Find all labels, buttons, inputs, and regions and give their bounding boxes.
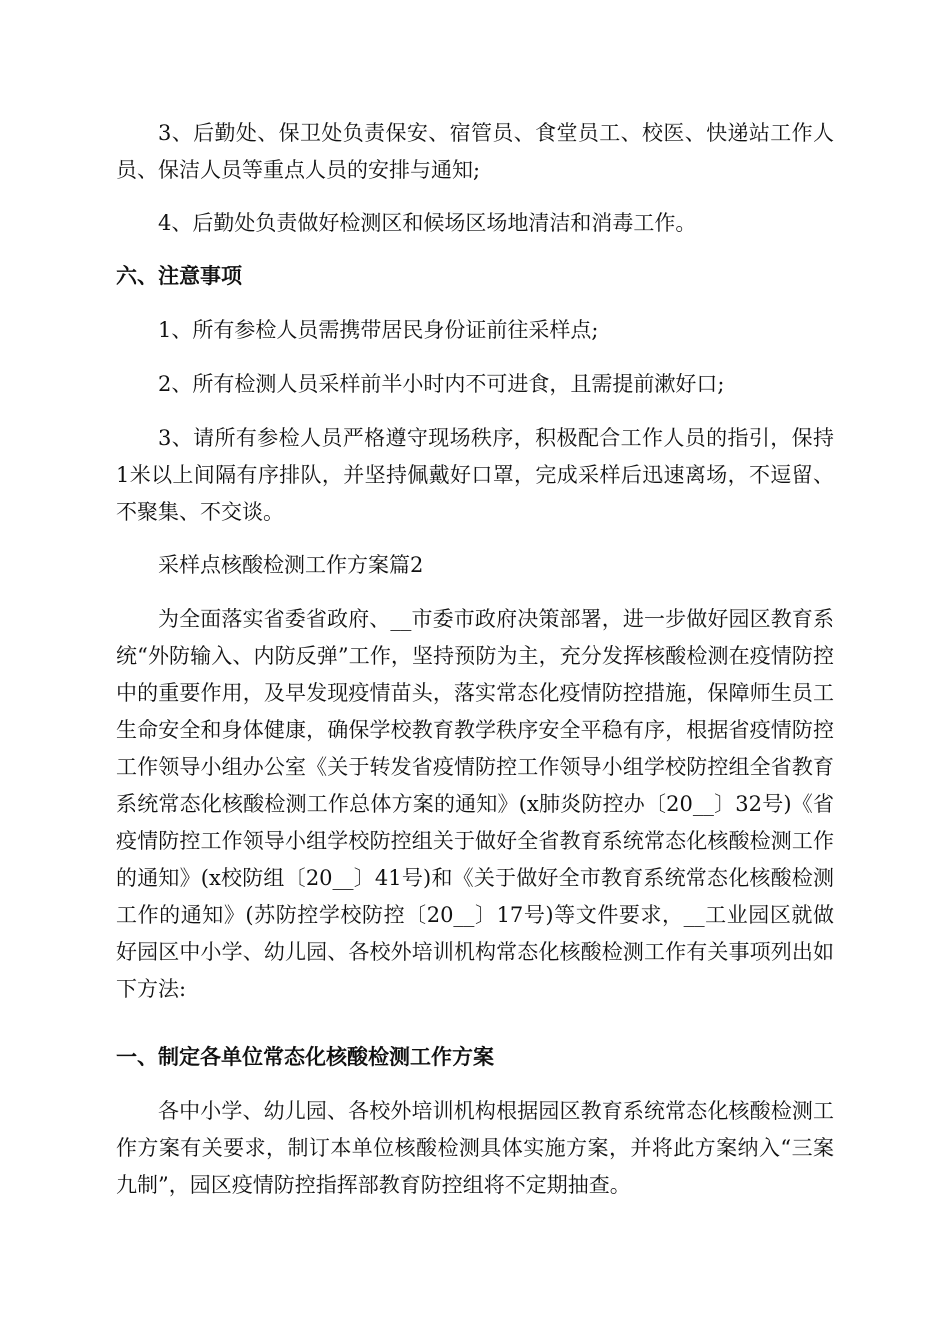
- section-heading-notes: 六、注意事项: [116, 264, 242, 288]
- paragraph-background: 为全面落实省委省政府、__市委市政府决策部署，进一步做好园区教育系统“外防输入、内防反弹”工作，坚持预防为主，充分发挥核酸检测在疫情防控中的重要作用，及早发现疫情苗头，落实常态化疫情防控措施，保障师生员工生命安全和身体健康，确保学校教育教学秩序安全平稳有序，根据省疫情防控工作领导小组办公室《关于转发省疫情防控工作领导小组学校防控组全省教育系统常态化核酸检测工作总体方案的通知》(x肺炎防控办〔20__〕32号)《省疫情防控工作领导小组学校防控组关于做好全省教育系统常态化核酸检测工作的通知》(x校防组〔20__〕41号)和《关于做好全市教育系统常态化核酸检测工作的通知》(苏防控学校防控〔20__〕17号)等文件要求，__工业园区就做好园区中小学、幼儿园、各校外培训机构常态化核酸检测工作有关事项列出如下方法:: [116, 607, 834, 1001]
- subtitle-plan-2: 采样点核酸检测工作方案篇2: [158, 553, 424, 577]
- paragraph-plan-requirements: 各中小学、幼儿园、各校外培训机构根据园区教育系统常态化核酸检测工作方案有关要求，制订本单位核酸检测具体实施方案，并将此方案纳入“三案九制”，园区疫情防控指挥部教育防控组将不定期抽查。: [116, 1099, 834, 1197]
- section-heading-plan: 一、制定各单位常态化核酸检测工作方案: [116, 1045, 494, 1069]
- paragraph-id-card: 1、所有参检人员需携带居民身份证前往采样点;: [158, 318, 599, 342]
- paragraph-disinfection: 4、后勤处负责做好检测区和候场区场地清洁和消毒工作。: [158, 211, 697, 235]
- paragraph-no-eating: 2、所有检测人员采样前半小时内不可进食，且需提前漱好口;: [158, 372, 725, 396]
- paragraph-order: 3、请所有参检人员严格遵守现场秩序，积极配合工作人员的指引，保持1米以上间隔有序排队，并坚持佩戴好口罩，完成采样后迅速离场，不逗留、不聚集、不交谈。: [116, 426, 834, 524]
- paragraph-logistics-staff: 3、后勤处、保卫处负责保安、宿管员、食堂员工、校医、快递站工作人员、保洁人员等重点人员的安排与通知;: [116, 121, 834, 182]
